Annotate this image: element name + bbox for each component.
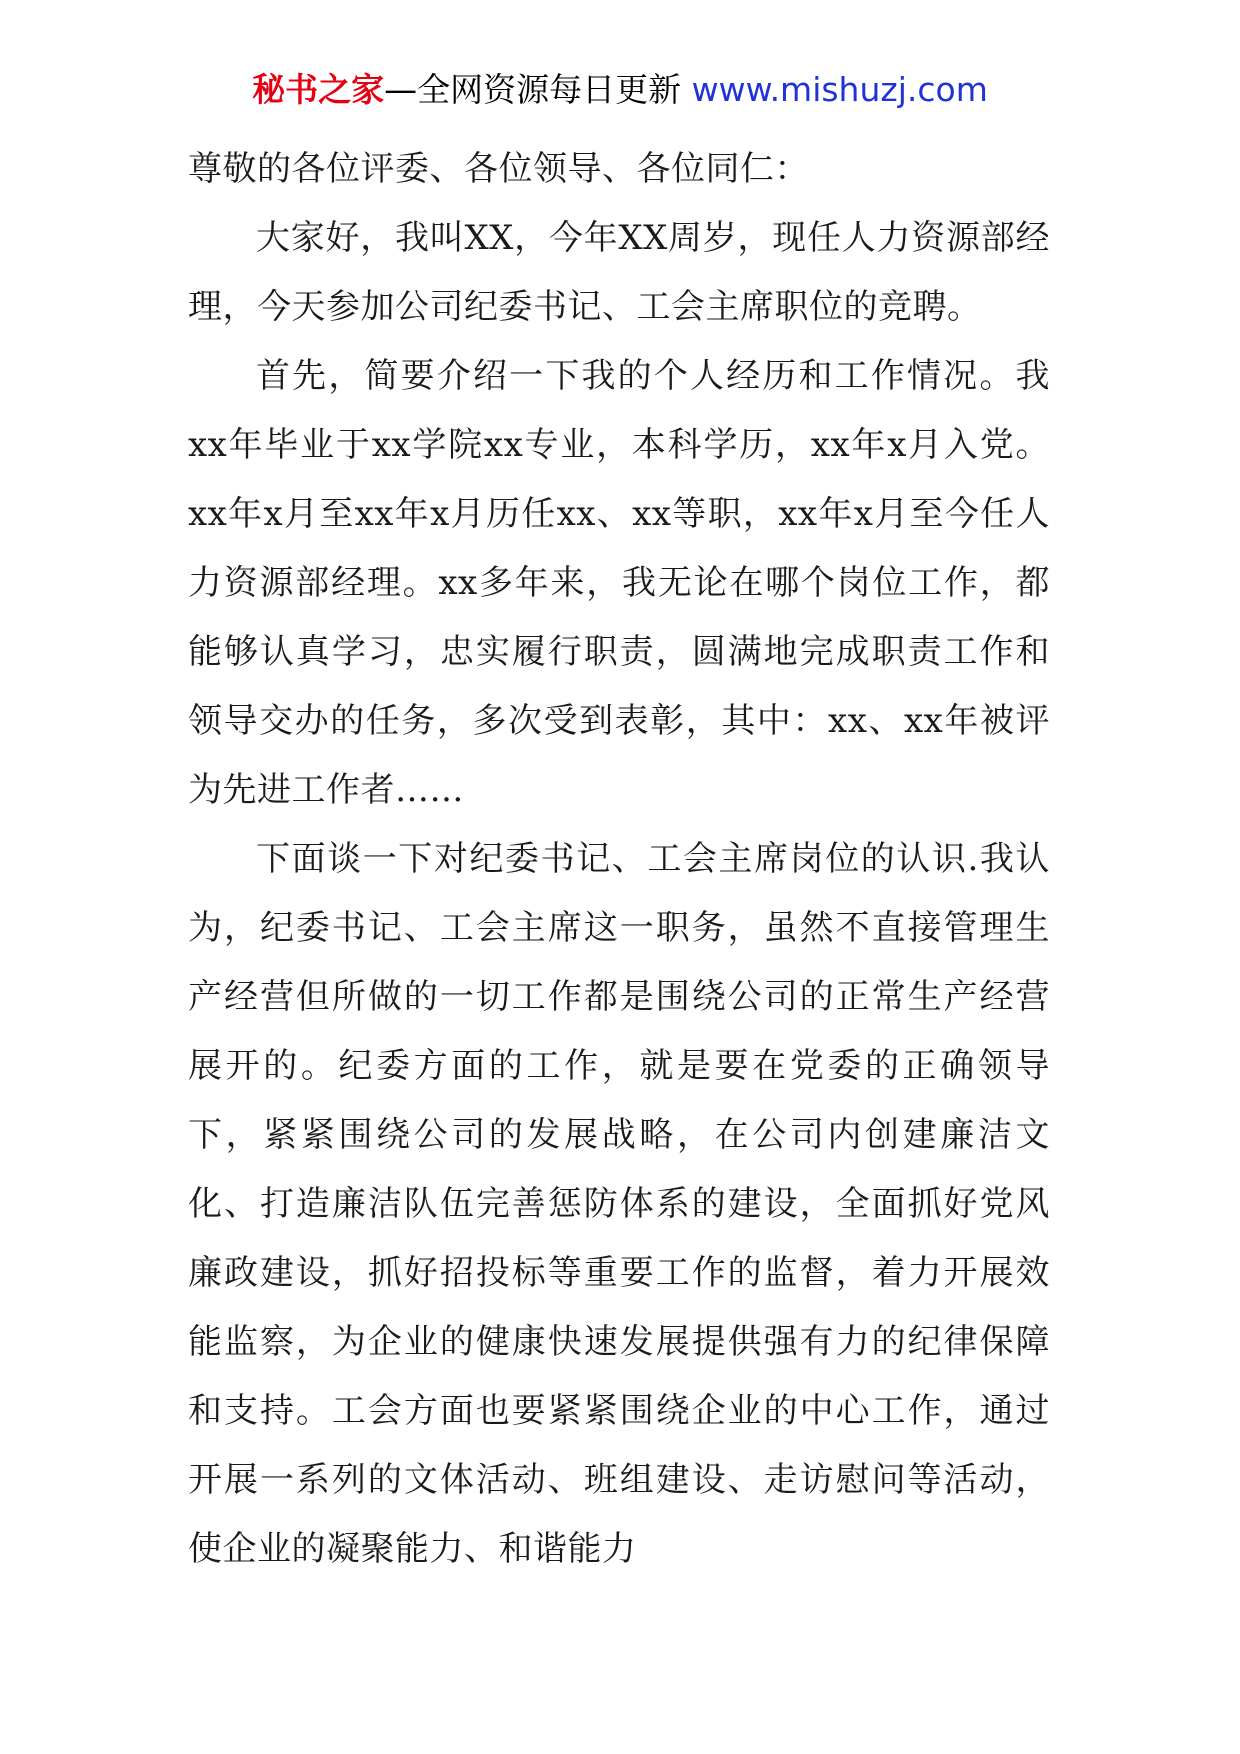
site-header — [0, 70, 1240, 110]
paragraph-introduction: 大家好，我叫XX，今年XX周岁，现任人力资源部经理，今天参加公司纪委书记、工会主席职位的竞聘。 — [188, 218, 1050, 327]
brand-name: 秘书之家 — [252, 70, 385, 109]
site-url-link[interactable]: www.mishuzj.com — [691, 70, 988, 109]
salutation: 尊敬的各位评委、各位领导、各位同仁： — [188, 149, 809, 189]
paragraph-experience: 首先，简要介绍一下我的个人经历和工作情况。我xx年毕业于xx学院xx专业，本科学历，xx年x月入党。xx年x月至xx年x月历任xx、xx等职，xx年x月至今任人力资源部经理。xx多年来，我无论在哪个岗位工作，都能够认真学习，忠实履行职责，圆满地完成职责工作和领导交办的任务，多次受到表彰，其中：xx、xx年被评为先进工作者…… — [188, 356, 1050, 810]
header-tagline: —全网资源每日更新 — [384, 70, 682, 109]
paragraph-role-understanding: 下面谈一下对纪委书记、工会主席岗位的认识.我认为，纪委书记、工会主席这一职务，虽然不直接管理生产经营但所做的一切工作都是围绕公司的正常生产经营展开的。纪委方面的工作，就是要在党委的正确领导下，紧紧围绕公司的发展战略，在公司内创建廉洁文化、打造廉洁队伍完善惩防体系的建设，全面抓好党风廉政建设，抓好招投标等重要工作的监督，着力开展效能监察，为企业的健康快速发展提供强有力的纪律保障和支持。工会方面也要紧紧围绕企业的中心工作，通过开展一系列的文体活动、班组建设、走访慰问等活动，使企业的凝聚能力、和谐能力 — [188, 839, 1050, 1569]
document-body — [188, 135, 1050, 1584]
